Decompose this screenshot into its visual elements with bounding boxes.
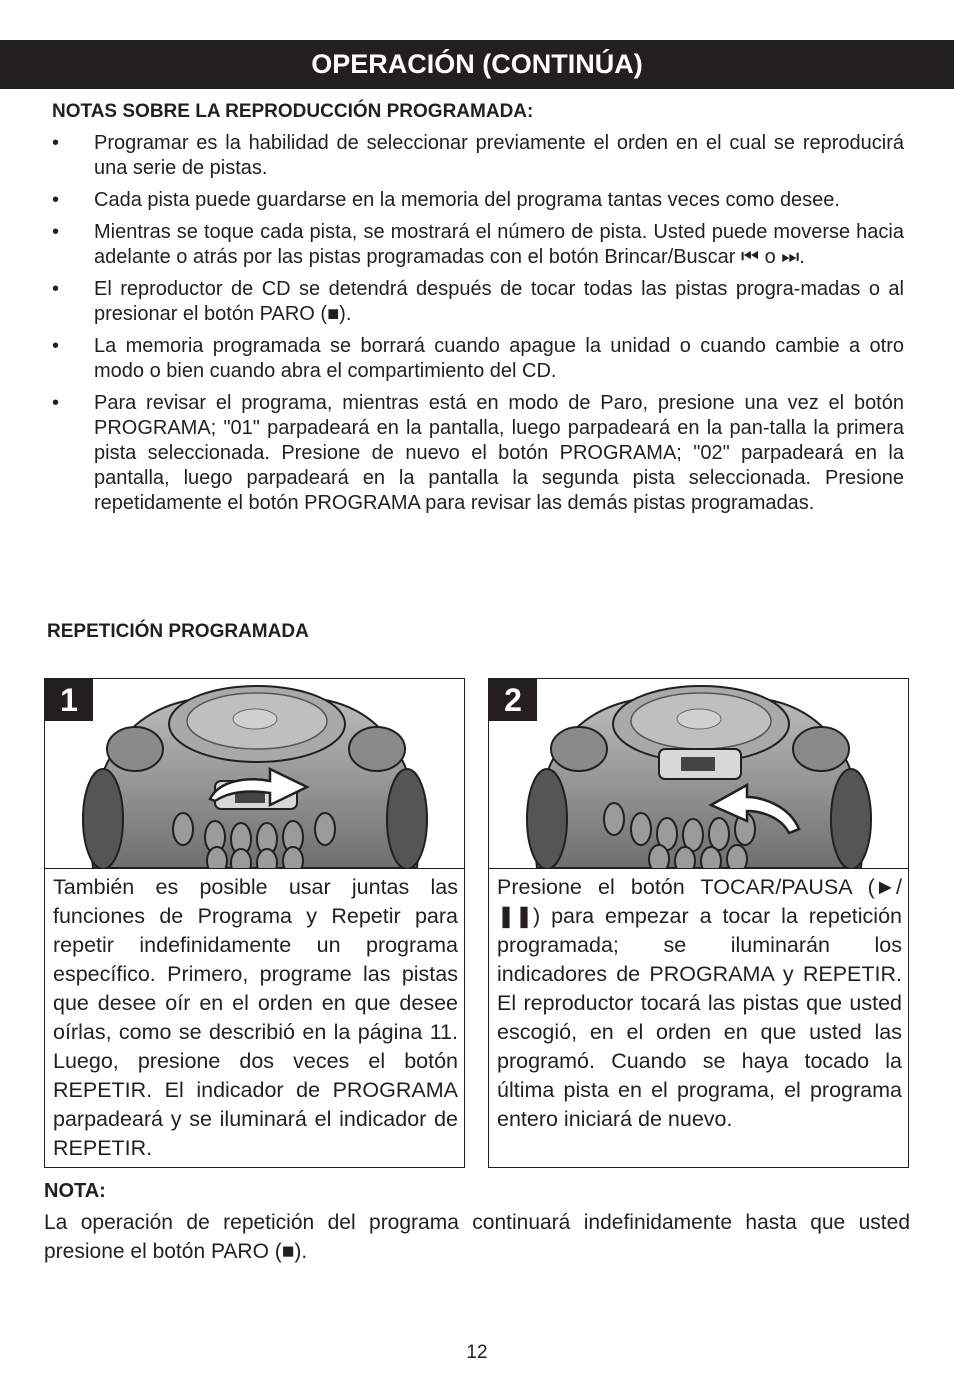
page-number: 12	[466, 1342, 488, 1363]
note-text: La operación de repetición del programa continuará indefinidamente hasta que usted presione el botón PARO (■).	[44, 1211, 910, 1263]
list-item: • Mientras se toque cada pista, se mostrará el número de pista. Usted puede moverse hacia adelante o atrás por las pistas programadas con el botón Brincar/Buscar ⏮ o ⏭.	[52, 221, 904, 268]
bullet-icon: •	[52, 189, 60, 211]
step-panel-1	[44, 678, 465, 1168]
step-number: 1	[45, 679, 93, 721]
bullet-icon: •	[52, 392, 60, 414]
step-description: Presione el botón TOCAR/PAUSA (►/❚❚) para empezar a tocar la repetición programada; se iluminarán los indicadores de PROGRAMA y REPETIR. El reproductor tocará las pistas que usted escogió, en el orden en que usted las programó. Cuando se haya tocado la última pista en el programa, el programa entero iniciará de nuevo.	[497, 875, 902, 1131]
list-item: • Programar es la habilidad de seleccionar previamente el orden en el cual se reproducirá una serie de pistas.	[52, 132, 904, 179]
cd-player-illustration	[489, 679, 908, 869]
notes-heading: NOTAS SOBRE LA REPRODUCCIÓN PROGRAMADA:	[52, 101, 534, 122]
step-panel-2	[488, 678, 909, 1168]
list-item: • Para revisar el programa, mientras está en modo de Paro, presione una vez el botón PROGRAMA; "01" parpadeará en la pantalla, luego parpadeará en la pan-talla la primera pista seleccionada. Presione de nuevo el botón PROGRAMA; "02" parpadeará en la pantalla, luego parpadeará en la pantalla la segunda pista seleccionada. Presione repetidamente el botón PROGRAMA para revisar las demás pistas programadas.	[52, 392, 904, 514]
page-title: OPERACIÓN (CONTINÚA)	[0, 40, 954, 89]
bullet-icon: •	[52, 335, 60, 357]
bullet-icon: •	[52, 278, 60, 300]
notes-list	[50, 131, 904, 523]
repeat-heading: REPETICIÓN PROGRAMADA	[47, 621, 309, 642]
step-number: 2	[489, 679, 537, 721]
note-heading: NOTA:	[44, 1180, 106, 1202]
bullet-icon: •	[52, 132, 60, 154]
step-description: También es posible usar juntas las funciones de Programa y Repetir para repetir indefinidamente un programa específico. Primero, programe las pistas que desee oír en el orden en que desee oírlas, como se describió en la página 11. Luego, presione dos veces el botón REPETIR. El indicador de PROGRAMA parpadeará y se iluminará el indicador de REPETIR.	[53, 875, 458, 1160]
list-item: • El reproductor de CD se detendrá después de tocar todas las pistas progra-madas o al presionar el botón PARO (■).	[52, 278, 904, 325]
cd-player-illustration	[45, 679, 464, 869]
list-item: • La memoria programada se borrará cuando apague la unidad o cuando cambie a otro modo o bien cuando abra el compartimiento del CD.	[52, 335, 904, 382]
bullet-icon: •	[52, 221, 60, 243]
list-item: • Cada pista puede guardarse en la memoria del programa tantas veces como desee.	[52, 189, 840, 211]
